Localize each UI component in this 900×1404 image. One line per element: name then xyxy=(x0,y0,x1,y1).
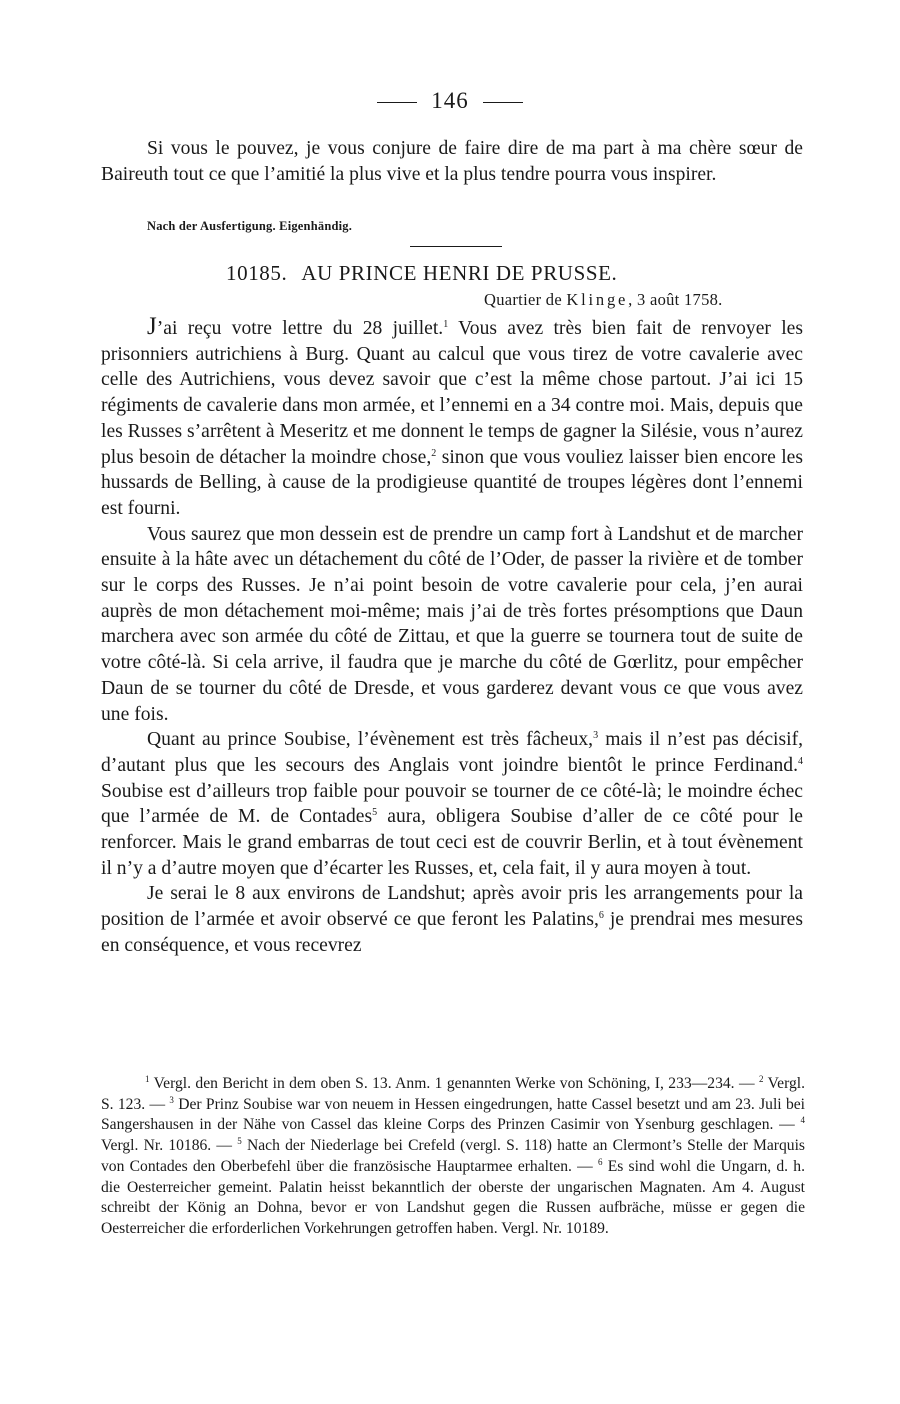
footnote-marker-6: 6 xyxy=(598,1156,603,1167)
page-number-dash-right xyxy=(483,102,523,103)
paragraph-1-text-a: ’ai reçu votre lettre du 28 juillet. xyxy=(156,318,444,339)
footnote-marker-3: 3 xyxy=(169,1094,174,1105)
paragraph-3-text-b: mais il n’est pas décisif, d’autant plus que les secours des Anglais vont joindre bientôt le prince Ferdinand. xyxy=(101,729,803,776)
paragraph-4-text-b: je prendrai mes mesures en conséquence, et vous recevrez xyxy=(101,909,803,956)
footnote-block xyxy=(101,1074,805,1240)
footnote-2-text: Vergl. S. 123. — xyxy=(101,1075,806,1113)
letter-date: , 3 août 1758. xyxy=(628,290,723,309)
letter-recipient: AU PRINCE HENRI DE PRUSSE. xyxy=(301,261,618,285)
letter-body xyxy=(101,314,803,959)
place-name: Klinge xyxy=(566,290,629,309)
page-number-dash-left xyxy=(377,102,417,103)
footnote-marker-2: 2 xyxy=(758,1074,764,1084)
place-prefix: Quartier de xyxy=(484,290,567,309)
footnote-marker-4: 4 xyxy=(800,1115,805,1126)
paragraph-3-text-a: Quant au prince Soubise, l’évènement est très fâcheux, xyxy=(147,729,594,751)
intro-paragraph: Si vous le pouvez, je vous conjure de faire dire de ma part à ma chère sœur de Baireuth tout ce que l’amitié la plus vive et la plus tendre pourra vous inspirer. xyxy=(101,138,803,185)
letter-number: 10185. xyxy=(226,261,288,285)
footnote-ref-6: 6 xyxy=(598,910,604,922)
intro-paragraph-block xyxy=(101,136,803,187)
footnote-ref-3: 3 xyxy=(593,730,599,742)
footnote-5-text: Nach der Niederlage bei Crefeld (vergl. S. 118) hatte an Clermont’s Stelle der Marquis von Contades den Oberbefehl über die französische Hauptarmee erhalten. — xyxy=(101,1137,805,1175)
footnote-ref-1: 1 xyxy=(443,319,449,330)
paragraph-3-text-d: aura, obligera Soubise d’aller de ce côté pour le renforcer. Mais le grand embarras de tout ceci est de couvrir Berlin, et à tout évènement il n’y a d’autre moyen que d’écarter les Russes, et, cela fait, il y aura moyen à tout. xyxy=(101,806,803,879)
footnote-marker-5: 5 xyxy=(237,1136,242,1147)
footnote-marker-1: 1 xyxy=(145,1074,150,1084)
footnote-3-text: Der Prinz Soubise war von neuem in Hessen eingedrungen, hatte Cassel besetzt und am 23. Juli bei Sangershausen in der Nähe von Cassel das kleine Corps des Prinzen Casimir von Ysenburg geschlagen. — xyxy=(101,1095,805,1134)
letter-heading xyxy=(226,261,617,286)
paragraph-1-initial: J xyxy=(147,313,157,340)
paragraph-1 xyxy=(101,314,803,522)
footnote-1-text: Vergl. den Bericht in dem oben S. 13. Anm. 1 genannten Werke von Schöning, I, 233—234. — xyxy=(149,1075,759,1092)
letter-place-date xyxy=(484,290,723,310)
paragraph-2: Vous saurez que mon dessein est de prendre un camp fort à Landshut et de marcher ensuite à la hâte avec un détachement du côté de l’Oder, de passer la rivière et de tomber sur le corps des Russes. Je n’ai point besoin de votre cavalerie pour cela, j’en aurai auprès de mon détachement moi-même; mais j’ai de très fortes présomptions que Daun marchera avec son armée du côté de Zittau, et que la guerre se tournera tout de suite de votre côté-là. Si cela arrive, il faudra que je marche du côté de Gœrlitz, pour empêcher Daun de se tourner du côté de Dresde, et vous garderez devant vous ce que vous avez une fois. xyxy=(101,523,803,725)
footnote-6-text: Es sind wohl die Ungarn, d. h. die Oesterreicher gemeint. Palatin heisst bekanntlich der oberste der ungarischen Magnaten. Am 4. August schreibt der König an Dohna, bevor er von Landshut gegen die Russen aufbräche, müsse er gegen die Oesterreicher die erforderlichen Vorkehrungen getroffen haben. Vergl. Nr. 10189. xyxy=(101,1157,806,1237)
paragraph-4 xyxy=(101,881,803,958)
paragraph-4-text-a: Je serai le 8 aux environs de Landshut; après avoir pris les arrangements pour la position de l’armée et avoir observé ce que feront les Palatins, xyxy=(101,883,803,931)
page-number xyxy=(0,88,900,114)
paragraph-1-text-c: sinon que vous vouliez laisser bien encore les hussards de Belling, à cause de la prodigieuse quantité de troupes légères dont l’ennemi est fourni. xyxy=(101,446,804,519)
paragraph-1-text-b: Vous avez très bien fait de renvoyer les prisonniers autrichiens à Burg. Quant au calcul que vous tirez de votre cavalerie avec celle des Autrichiens, vous devez savoir que c’est la même chose partout. J’ai ici 15 régiments de cavalerie dans mon armée, et l’ennemi en a 34 contre moi. Mais, depuis que les Russes s’arrêtent à Meseritz et me donnent le temps de gagner la Silésie, vous n’aurez plus besoin de détacher la moindre chose, xyxy=(101,318,804,468)
footnote-4-text: Vergl. Nr. 10186. — xyxy=(101,1137,238,1155)
section-separator xyxy=(410,246,502,247)
footnotes xyxy=(101,1074,805,1240)
footnote-ref-4: 4 xyxy=(798,755,803,767)
paragraph-3-text-c: Soubise est d’ailleurs trop faible pour pouvoir se tourner de ce côté-là; le moindre échec que l’armée de M. de Contades xyxy=(101,780,803,828)
source-note: Nach der Ausfertigung. Eigenhändig. xyxy=(147,219,353,233)
page-number-text: 146 xyxy=(431,88,469,113)
paragraph-3 xyxy=(101,727,803,881)
footnote-ref-2: 2 xyxy=(431,447,437,459)
footnote-ref-5: 5 xyxy=(372,807,378,819)
